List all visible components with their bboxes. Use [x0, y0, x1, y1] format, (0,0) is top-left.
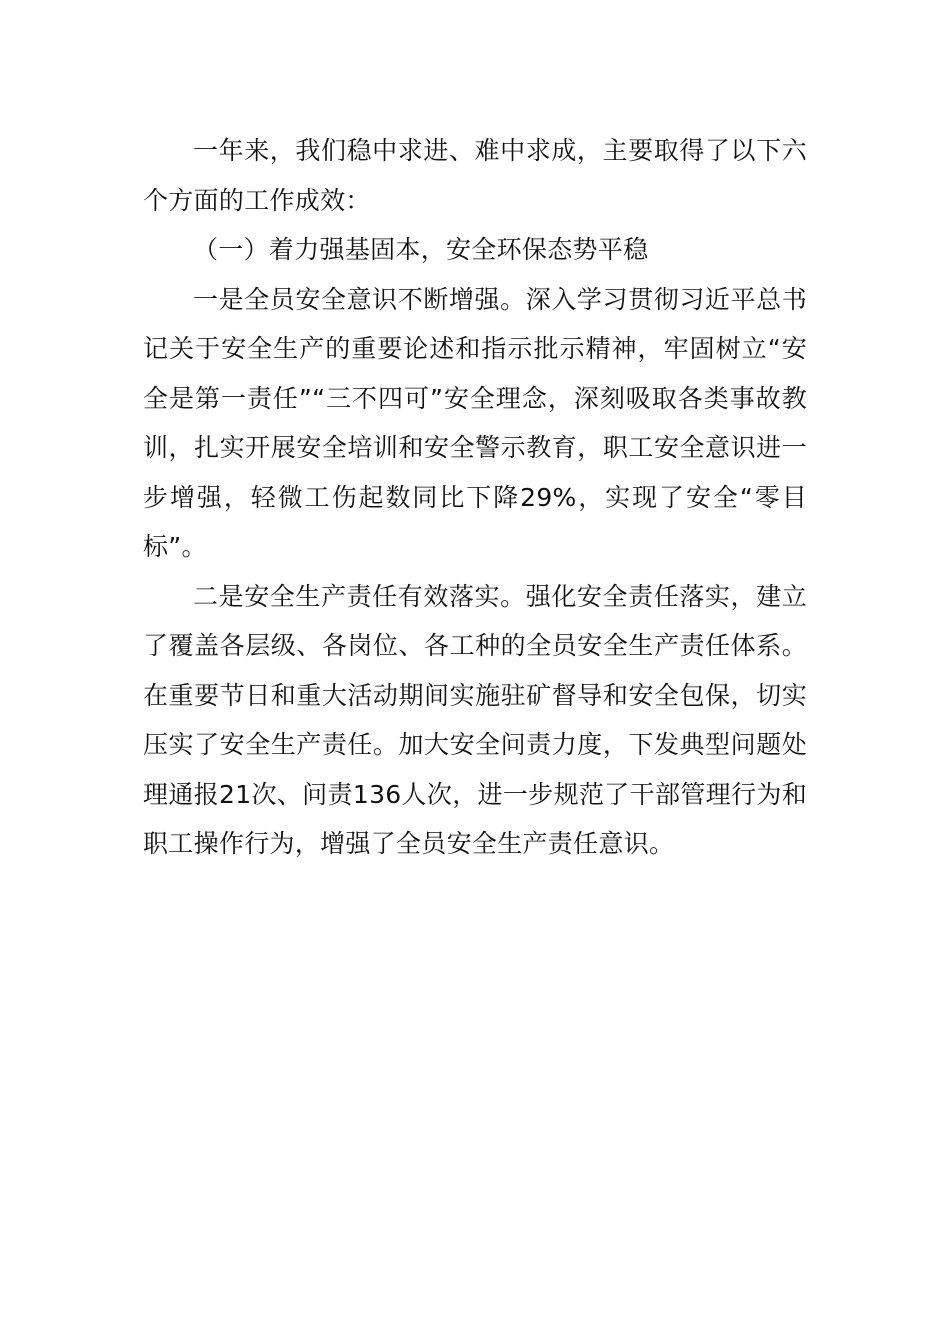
section-heading: （一）着力强基固本，安全环保态势平稳: [193, 235, 649, 264]
intro-paragraph: 一年来，我们稳中求进、难中求成，主要取得了以下六个方面的工作成效：: [143, 136, 807, 215]
safety-awareness-paragraph: 一是全员安全意识不断增强。深入学习贯彻习近平总书记关于安全生产的重要论述和指示批示精神，牢固树立“安全是第一责任”“三不四可”安全理念，深刻吸取各类事故教训，扎实开展安全培训和安全警示教育，职工安全意识进一步增强，轻微工伤起数同比下降29%，实现了安全“零目标”。: [143, 284, 807, 561]
safety-responsibility-paragraph: 二是安全生产责任有效落实。强化安全责任落实，建立了覆盖各层级、各岗位、各工种的全员安全生产责任体系。在重要节日和重大活动期间实施驻矿督导和安全包保，切实压实了安全生产责任。加大安全问责力度，下发典型问题处理通报21次、问责136人次，进一步规范了干部管理行为和职工操作行为，增强了全员安全生产责任意识。: [143, 581, 807, 858]
document-body: [143, 126, 807, 869]
